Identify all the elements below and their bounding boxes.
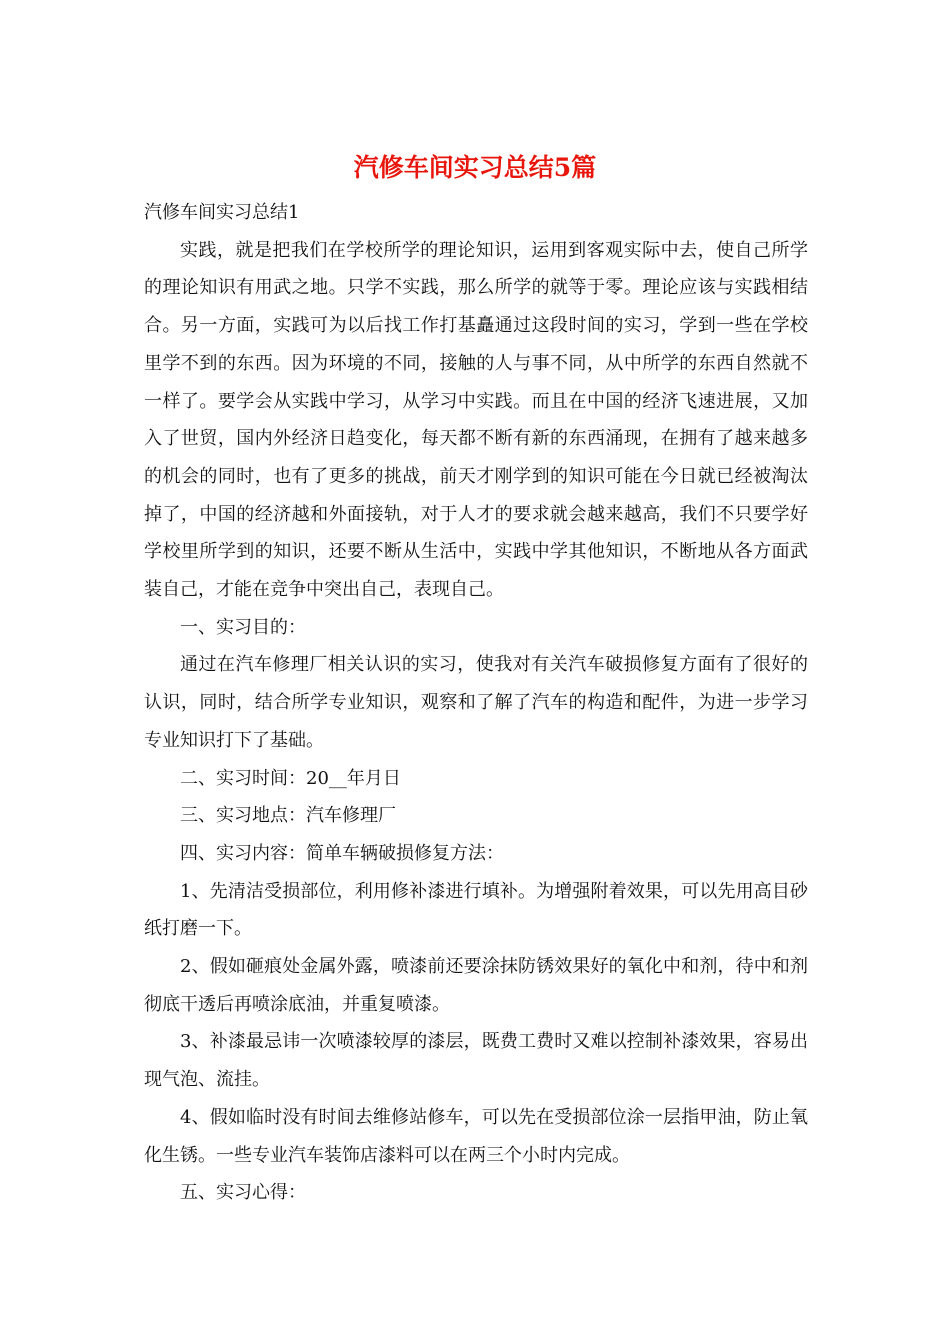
heading-location: 三、实习地点：汽车修理厂 (180, 805, 396, 827)
list-item-2: 2、假如砸痕处金属外露，喷漆前还要涂抹防锈效果好的氧化中和剂，待中和剂彻底干透后再喷涂底油，并重复喷漆。 (144, 956, 808, 1015)
document-body (144, 194, 808, 1212)
list-item-4: 4、假如临时没有时间去维修站修车，可以先在受损部位涂一层指甲油，防止氧化生锈。一些专业汽车装饰店漆料可以在两三个小时内完成。 (144, 1106, 808, 1166)
heading-content: 四、实习内容：简单车辆破损修复方法： (180, 842, 504, 864)
paragraph-purpose: 通过在汽车修理厂相关认识的实习，使我对有关汽车破损修复方面有了很好的认识，同时，结合所学专业知识，观察和了解了汽车的构造和配件，为进一步学习专业知识打下了基础。 (144, 654, 808, 751)
heading-time: 二、实习时间：20__年月日 (180, 767, 401, 789)
list-item-3: 3、补漆最忌讳一次喷漆较厚的漆层，既费工费时又难以控制补漆效果，容易出现气泡、流挂。 (144, 1031, 808, 1091)
section-heading: 汽修车间实习总结1 (144, 202, 300, 223)
list-item-1: 1、先清洁受损部位，利用修补漆进行填补。为增强附着效果，可以先用高目砂纸打磨一下。 (144, 880, 808, 940)
heading-purpose: 一、实习目的： (180, 616, 306, 638)
heading-experience: 五、实习心得： (180, 1182, 306, 1204)
document-title: 汽修车间实习总结5篇 (353, 153, 597, 182)
paragraph-intro: 实践，就是把我们在学校所学的理论知识，运用到客观实际中去，使自己所学的理论知识有用武之地。只学不实践，那么所学的就等于零。理论应该与实践相结合。另一方面，实践可为以后找工作打基矗通过这段时间的实习，学到一些在学校里学不到的东西。因为环境的不同，接触的人与事不同，从中所学的东西自然就不一样了。要学会从实践中学习，从学习中实践。而且在中国的经济飞速进展，又加入了世贸，国内外经济日趋变化，每天都不断有新的东西涌现，在拥有了越来越多的机会的同时，也有了更多的挑战，前天才刚学到的知识可能在今日就已经被淘汰掉了，中国的经济越和外面接轨，对于人才的要求就会越来越高，我们不只要学好学校里所学到的知识，还要不断从生活中，实践中学其他知识，不断地从各方面武装自己，才能在竞争中突出自己，表现自己。 (144, 239, 808, 601)
